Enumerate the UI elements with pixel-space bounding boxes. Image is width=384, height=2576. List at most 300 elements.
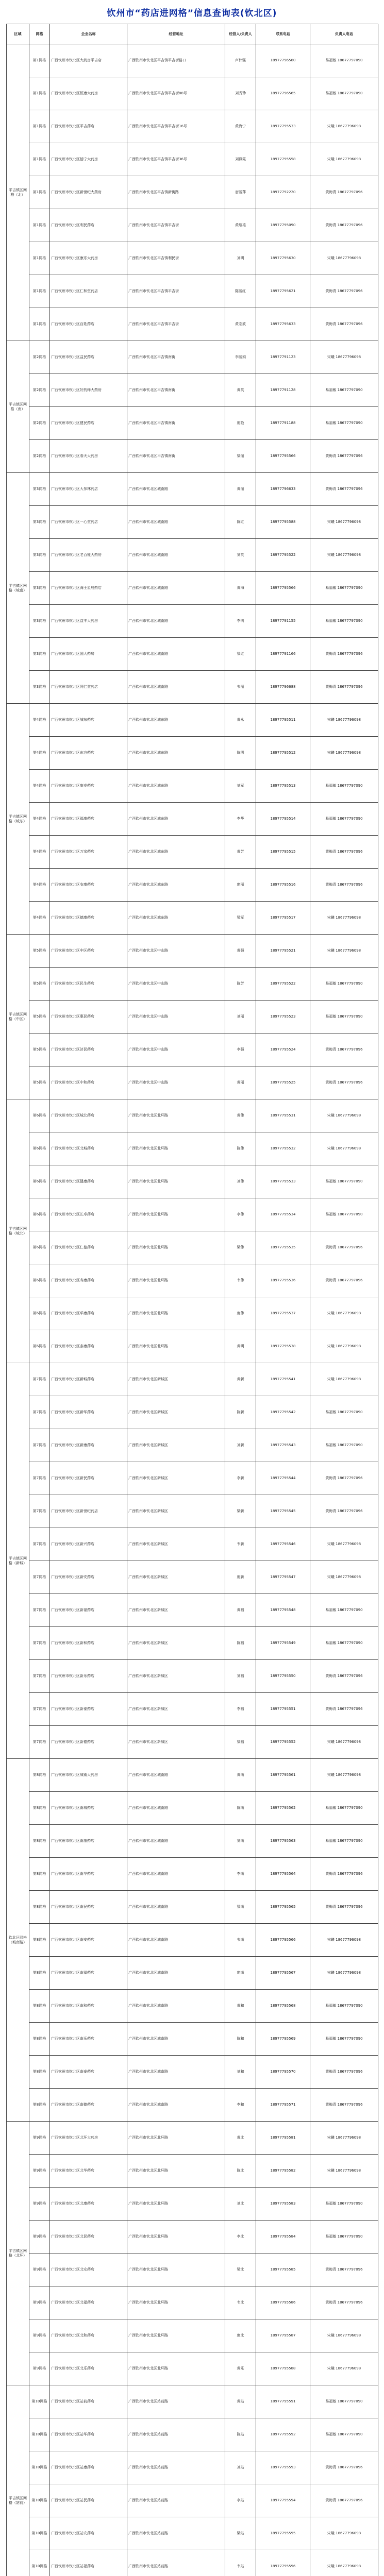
phone-cell: 18977795523	[256, 1001, 310, 1033]
person-cell: 梁新	[225, 1495, 256, 1528]
area-cell: 平吉镇区网格（城东）	[7, 704, 29, 935]
person-cell: 庞新	[225, 1561, 256, 1594]
table-row	[7, 1165, 378, 1198]
table-row	[7, 2451, 378, 2484]
table-row	[7, 143, 378, 176]
table-row	[7, 1693, 378, 1726]
company-name-cell: 广西钦州市钦北区国大药房	[50, 638, 127, 671]
company-name-cell: 广西钦州市钦北区东方药店	[50, 737, 127, 770]
table-row	[7, 1066, 378, 1099]
column-header-person: 经营人/负责人	[225, 24, 256, 44]
person-cell: 梁福	[225, 1726, 256, 1759]
table-row	[7, 1099, 378, 1132]
phone-cell: 18977795591	[256, 2385, 310, 2418]
address-cell: 广西钦州市钦北区新城区	[127, 1561, 225, 1594]
manager-phone-cell: 宋曦 18677796098	[310, 1330, 378, 1363]
manager-phone-cell: 宋曦 18677796098	[310, 143, 378, 176]
phone-cell: 18977795571	[256, 2089, 310, 2122]
address-cell: 广西钦州市钦北区北环路	[127, 2221, 225, 2253]
table-row	[7, 1957, 378, 1990]
company-name-cell: 广西钦州市钦北区北安药店	[50, 2253, 127, 2286]
phone-cell: 18977791155	[256, 605, 310, 638]
person-cell: 黄明	[225, 1330, 256, 1363]
grid-cell: 第1网格	[29, 44, 50, 77]
manager-phone-cell: 黄梅青 18677797096	[310, 2451, 378, 2484]
table-row	[7, 1396, 378, 1429]
grid-cell: 第1网格	[29, 275, 50, 308]
phone-cell: 18977795531	[256, 1099, 310, 1132]
address-cell: 广西钦州市钦北区北环路	[127, 1264, 225, 1297]
table-row	[7, 770, 378, 803]
grid-cell: 第10网格	[29, 2385, 50, 2418]
table-row	[7, 2286, 378, 2319]
company-name-cell: 广西钦州市钦北区德宁大药房	[50, 143, 127, 176]
manager-phone-cell: 易福敏 18677797090	[310, 1627, 378, 1660]
table-row	[7, 341, 378, 374]
person-cell: 刘军	[225, 770, 256, 803]
phone-cell: 18977795596	[256, 2550, 310, 2576]
phone-cell: 18977795513	[256, 770, 310, 803]
table-row	[7, 704, 378, 737]
table-row	[7, 2056, 378, 2089]
table-row	[7, 2319, 378, 2352]
company-name-cell: 广西钦州市钦北区新乐药店	[50, 1660, 127, 1693]
phone-cell: 18977795567	[256, 1957, 310, 1990]
person-cell: 黄乐	[225, 2352, 256, 2385]
grid-cell: 第5网格	[29, 1066, 50, 1099]
grid-cell: 第5网格	[29, 968, 50, 1001]
grid-cell: 第4网格	[29, 803, 50, 836]
person-cell: 刘北	[225, 2188, 256, 2221]
person-cell: 韦伟	[225, 1264, 256, 1297]
manager-phone-cell: 易福敏 18677797090	[310, 2188, 378, 2221]
person-cell: 韦新	[225, 1528, 256, 1561]
person-cell: 李和	[225, 2089, 256, 2122]
phone-cell: 18977795551	[256, 1693, 310, 1726]
company-name-cell: 广西钦州市钦北区仁和堂药店	[50, 275, 127, 308]
table-row	[7, 605, 378, 638]
person-cell: 黄站	[225, 2385, 256, 2418]
person-cell: 刘和	[225, 2056, 256, 2089]
table-row	[7, 671, 378, 704]
phone-cell: 18977795566	[256, 572, 310, 605]
phone-cell: 18977795522	[256, 968, 310, 1001]
phone-cell: 18977795552	[256, 1726, 310, 1759]
address-cell: 广西钦州市钦北区新城区	[127, 1429, 225, 1462]
table-row	[7, 2155, 378, 2188]
table-row	[7, 1363, 378, 1396]
company-name-cell: 广西钦州市钦北区新泰药店	[50, 1693, 127, 1726]
table-row	[7, 869, 378, 902]
person-cell: 刘新	[225, 1429, 256, 1462]
manager-phone-cell: 黄梅青 18677797096	[310, 1660, 378, 1693]
grid-cell: 第8网格	[29, 2056, 50, 2089]
manager-phone-cell: 易福敏 18677797090	[310, 1001, 378, 1033]
manager-phone-cell: 黄梅青 18677797096	[310, 1858, 378, 1891]
person-cell: 梁站	[225, 2517, 256, 2550]
phone-cell: 18977795566	[256, 440, 310, 473]
person-cell: 陈和	[225, 2023, 256, 2056]
phone-cell: 18977795547	[256, 1561, 310, 1594]
column-header-grid: 网格	[29, 24, 50, 44]
address-cell: 广西钦州市钦北区平吉镇南街	[127, 341, 225, 374]
company-name-cell: 广西钦州市钦北区南福药店	[50, 1957, 127, 1990]
address-cell: 广西钦州市钦北区新城区	[127, 1594, 225, 1627]
phone-cell: 18977795570	[256, 2056, 310, 2089]
address-cell: 广西钦州市钦北区北环路	[127, 2155, 225, 2188]
area-cell: 钦北区网格（城南路）	[7, 1759, 29, 2122]
table-row	[7, 1759, 378, 1792]
column-header-manager-phone: 负责人电话	[310, 24, 378, 44]
person-cell: 黄新	[225, 1363, 256, 1396]
table-row	[7, 1297, 378, 1330]
grid-cell: 第3网格	[29, 473, 50, 506]
address-cell: 广西钦州市钦北区站前路	[127, 2484, 225, 2517]
address-cell: 广西钦州市钦北区城南路	[127, 1891, 225, 1924]
manager-phone-cell: 宋曦 18677796098	[310, 2352, 378, 2385]
company-name-cell: 广西钦州市钦北区站康药店	[50, 2451, 127, 2484]
grid-cell: 第9网格	[29, 2319, 50, 2352]
phone-cell: 18977795537	[256, 1297, 310, 1330]
company-name-cell: 广西钦州市钦北区民生药店	[50, 968, 127, 1001]
address-cell: 广西钦州市钦北区城东路	[127, 803, 225, 836]
column-header-address: 经营地址	[127, 24, 225, 44]
phone-cell: 18977795516	[256, 869, 310, 902]
company-name-cell: 广西钦州市钦北区新世纪大药房	[50, 176, 127, 209]
table-row	[7, 968, 378, 1001]
manager-phone-cell: 黄梅青 18677797096	[310, 869, 378, 902]
company-name-cell: 广西钦州市钦北区海王星辰药店	[50, 572, 127, 605]
manager-phone-cell: 宋曦 18677796098	[310, 1561, 378, 1594]
company-name-cell: 广西钦州市钦北区万家药店	[50, 836, 127, 869]
phone-cell: 18977795592	[256, 2418, 310, 2451]
address-cell: 广西钦州市钦北区平吉镇南街	[127, 374, 225, 407]
person-cell: 唐丽萍	[225, 176, 256, 209]
company-name-cell: 广西钦州市钦北区中区药店	[50, 935, 127, 968]
table-row	[7, 2550, 378, 2576]
table-row	[7, 2253, 378, 2286]
table-row	[7, 407, 378, 440]
phone-cell: 18977795538	[256, 1330, 310, 1363]
manager-phone-cell: 易福敏 18677797090	[310, 2385, 378, 2418]
address-cell: 广西钦州市钦北区城南路	[127, 1759, 225, 1792]
grid-cell: 第3网格	[29, 506, 50, 539]
address-cell: 广西钦州市钦北区平吉镇平吉街36号	[127, 143, 225, 176]
area-cell: 平吉镇区网格（城北）	[7, 1099, 29, 1363]
area-cell: 平吉镇区网格（北）	[7, 44, 29, 341]
table-row	[7, 1594, 378, 1627]
person-cell: 梁北	[225, 2253, 256, 2286]
phone-cell: 18977795581	[256, 2122, 310, 2155]
company-name-cell: 广西钦州市钦北区南华药店	[50, 1858, 127, 1891]
table-row	[7, 1792, 378, 1825]
company-name-cell: 广西钦州市钦北区济民药店	[50, 1033, 127, 1066]
phone-cell: 18977795569	[256, 2023, 310, 2056]
manager-phone-cell: 易福敏 18677797090	[310, 803, 378, 836]
manager-phone-cell: 易福敏 18677797090	[310, 1594, 378, 1627]
person-cell: 陈新	[225, 1396, 256, 1429]
company-name-cell: 广西钦州市钦北区南和药店	[50, 1990, 127, 2023]
grid-cell: 第6网格	[29, 1264, 50, 1297]
address-cell: 广西钦州市钦北区北环路	[127, 2188, 225, 2221]
table-row	[7, 1561, 378, 1594]
table-row	[7, 1132, 378, 1165]
phone-cell: 18977795524	[256, 1033, 310, 1066]
table-row	[7, 2221, 378, 2253]
company-name-cell: 广西钦州市钦北区仁德药店	[50, 1231, 127, 1264]
person-cell: 梁丽	[225, 440, 256, 473]
phone-cell: 18977795541	[256, 1363, 310, 1396]
address-cell: 广西钦州市钦北区北环路	[127, 2253, 225, 2286]
manager-phone-cell: 宋曦 18677796098	[310, 341, 378, 374]
phone-cell: 18977795584	[256, 2221, 310, 2253]
page-title: 钦州市“药店进网格”信息查询表(钦北区)	[107, 8, 277, 19]
phone-cell: 18977795582	[256, 2155, 310, 2188]
address-cell: 广西钦州市钦北区城东路	[127, 902, 225, 935]
person-cell: 庞北	[225, 2319, 256, 2352]
address-cell: 广西钦州市钦北区北环路	[127, 1132, 225, 1165]
manager-phone-cell: 宋曦 18677796098	[310, 2319, 378, 2352]
person-cell: 刘伟	[225, 1165, 256, 1198]
company-name-cell: 广西钦州市钦北区南康药店	[50, 1825, 127, 1858]
table-row	[7, 44, 378, 77]
manager-phone-cell: 宋曦 18677796098	[310, 2122, 378, 2155]
table-header-row	[7, 24, 378, 44]
company-name-cell: 广西钦州市钦北区新城药店	[50, 1363, 127, 1396]
company-name-cell: 广西钦州市钦北区南民药店	[50, 1891, 127, 1924]
address-cell: 广西钦州市钦北区北环路	[127, 2319, 225, 2352]
person-cell: 黄宏波	[225, 308, 256, 341]
phone-cell: 18977796565	[256, 77, 310, 110]
manager-phone-cell: 易福敏 18677797090	[310, 968, 378, 1001]
grid-cell: 第2网格	[29, 341, 50, 374]
column-header-area: 区域	[7, 24, 29, 44]
address-cell: 广西钦州市钦北区城南路	[127, 671, 225, 704]
address-cell: 广西钦州市钦北区平吉镇南街	[127, 407, 225, 440]
table-row	[7, 1825, 378, 1858]
phone-cell: 18977795521	[256, 935, 310, 968]
manager-phone-cell: 易福敏 18677797090	[310, 1429, 378, 1462]
company-name-cell: 广西钦州市钦北区泰康药店	[50, 1330, 127, 1363]
person-cell: 黄和	[225, 1990, 256, 2023]
address-cell: 广西钦州市钦北区平吉镇新街路	[127, 176, 225, 209]
grid-cell: 第3网格	[29, 572, 50, 605]
manager-phone-cell: 易福敏 18677797090	[310, 1396, 378, 1429]
manager-phone-cell: 黄梅青 18677797096	[310, 1231, 378, 1264]
address-cell: 广西钦州市钦北区城东路	[127, 770, 225, 803]
person-cell: 梁伟	[225, 1231, 256, 1264]
person-cell: 刘南	[225, 1825, 256, 1858]
table-row	[7, 506, 378, 539]
grid-cell: 第2网格	[29, 407, 50, 440]
table-row	[7, 1330, 378, 1363]
grid-cell: 第10网格	[29, 2451, 50, 2484]
grid-cell: 第7网格	[29, 1495, 50, 1528]
person-cell: 黄芳	[225, 836, 256, 869]
person-cell: 黄继雄	[225, 209, 256, 242]
address-cell: 广西钦州市钦北区站前路	[127, 2385, 225, 2418]
company-name-cell: 广西钦州市钦北区南泰药店	[50, 2056, 127, 2089]
table-row	[7, 1231, 378, 1264]
phone-cell: 18977795511	[256, 704, 310, 737]
manager-phone-cell: 黄梅青 18677797096	[310, 2484, 378, 2517]
table-row	[7, 2089, 378, 2122]
person-cell: 梁军	[225, 902, 256, 935]
address-cell: 广西钦州市钦北区平吉镇平吉街	[127, 308, 225, 341]
company-name-cell: 广西钦州市钦北区恒康大药房	[50, 77, 127, 110]
person-cell: 李站	[225, 2484, 256, 2517]
manager-phone-cell: 宋曦 18677796098	[310, 1099, 378, 1132]
grid-cell: 第9网格	[29, 2188, 50, 2221]
grid-cell: 第7网格	[29, 1396, 50, 1429]
company-name-cell: 广西钦州市钦北区北和药店	[50, 2319, 127, 2352]
table-row	[7, 1198, 378, 1231]
grid-cell: 第9网格	[29, 2253, 50, 2286]
phone-cell: 18977795630	[256, 242, 310, 275]
manager-phone-cell: 易福敏 18677797090	[310, 1165, 378, 1198]
grid-cell: 第1网格	[29, 242, 50, 275]
phone-cell: 18977795548	[256, 1594, 310, 1627]
table-row	[7, 1429, 378, 1462]
company-name-cell: 广西钦州市钦北区利民药店	[50, 209, 127, 242]
company-name-cell: 广西钦州市钦北区德康药店	[50, 902, 127, 935]
grid-cell: 第5网格	[29, 935, 50, 968]
person-cell: 陈南	[225, 1792, 256, 1825]
manager-phone-cell: 宋曦 18677796098	[310, 704, 378, 737]
address-cell: 广西钦州市钦北区新城区	[127, 1528, 225, 1561]
grid-cell: 第3网格	[29, 671, 50, 704]
phone-cell: 18977795563	[256, 1825, 310, 1858]
address-cell: 广西钦州市钦北区中山路	[127, 968, 225, 1001]
address-cell: 广西钦州市钦北区城南路	[127, 506, 225, 539]
grid-cell: 第10网格	[29, 2550, 50, 2576]
company-name-cell: 广西钦州市钦北区北城药店	[50, 1132, 127, 1165]
manager-phone-cell: 黄梅青 18677797096	[310, 176, 378, 209]
grid-cell: 第7网格	[29, 1594, 50, 1627]
table-body	[7, 44, 378, 2576]
person-cell: 梁南	[225, 1891, 256, 1924]
grid-cell: 第5网格	[29, 1001, 50, 1033]
table-row	[7, 176, 378, 209]
table-row	[7, 1528, 378, 1561]
person-cell: 李福	[225, 1693, 256, 1726]
grid-cell: 第6网格	[29, 1231, 50, 1264]
manager-phone-cell: 宋曦 18677796098	[310, 1528, 378, 1561]
person-cell: 卢伟强	[225, 44, 256, 77]
person-cell: 刘丽	[225, 1001, 256, 1033]
person-cell: 黄丽	[225, 473, 256, 506]
phone-cell: 18977795565	[256, 1891, 310, 1924]
grid-cell: 第7网格	[29, 1462, 50, 1495]
grid-cell: 第1网格	[29, 77, 50, 110]
manager-phone-cell: 黄梅青 18677797096	[310, 671, 378, 704]
phone-cell: 18977795583	[256, 2188, 310, 2221]
grid-cell: 第5网格	[29, 1033, 50, 1066]
table-row	[7, 935, 378, 968]
manager-phone-cell: 黄梅青 18677797096	[310, 1891, 378, 1924]
grid-cell: 第6网格	[29, 1297, 50, 1330]
phone-cell: 18977791166	[256, 638, 310, 671]
person-cell: 刘秀珍	[225, 77, 256, 110]
address-cell: 广西钦州市钦北区城南路	[127, 605, 225, 638]
company-name-cell: 广西钦州市钦北区北福药店	[50, 2286, 127, 2319]
address-cell: 广西钦州市钦北区城南路	[127, 2056, 225, 2089]
area-cell: 平吉镇区网格（北环）	[7, 2122, 29, 2385]
area-cell: 平吉镇区网格（中区）	[7, 935, 29, 1099]
manager-phone-cell: 黄梅青 18677797096	[310, 209, 378, 242]
grid-cell: 第9网格	[29, 2352, 50, 2385]
manager-phone-cell: 黄梅青 18677797096	[310, 1264, 378, 1297]
grid-cell: 第6网格	[29, 1132, 50, 1165]
company-name-cell: 广西钦州市钦北区康寿药店	[50, 770, 127, 803]
table-row	[7, 374, 378, 407]
grid-cell: 第3网格	[29, 539, 50, 572]
manager-phone-cell: 宋曦 18677796098	[310, 506, 378, 539]
company-name-cell: 广西钦州市钦北区北华药店	[50, 2155, 127, 2188]
phone-cell: 18977795525	[256, 1066, 310, 1099]
column-header-name: 企业名称	[50, 24, 127, 44]
address-cell: 广西钦州市钦北区北环路	[127, 1099, 225, 1132]
address-cell: 广西钦州市钦北区平吉镇平吉街16号	[127, 110, 225, 143]
table-row	[7, 1495, 378, 1528]
address-cell: 广西钦州市钦北区新城区	[127, 1693, 225, 1726]
table-row	[7, 2385, 378, 2418]
address-cell: 广西钦州市钦北区北环路	[127, 1330, 225, 1363]
company-name-cell: 广西钦州市钦北区站安药店	[50, 2517, 127, 2550]
phone-cell: 18977795585	[256, 2253, 310, 2286]
company-name-cell: 广西钦州市钦北区益丰大药房	[50, 605, 127, 638]
manager-phone-cell: 易福敏 18677797090	[310, 374, 378, 407]
grid-cell: 第1网格	[29, 176, 50, 209]
address-cell: 广西钦州市钦北区中山路	[127, 1066, 225, 1099]
manager-phone-cell: 易福敏 18677797090	[310, 2221, 378, 2253]
person-cell: 庞伟	[225, 1297, 256, 1330]
grid-cell: 第7网格	[29, 1429, 50, 1462]
address-cell: 广西钦州市钦北区平吉镇平吉街	[127, 275, 225, 308]
address-cell: 广西钦州市钦北区北环路	[127, 1297, 225, 1330]
company-name-cell: 广西钦州市钦北区北乐药店	[50, 2352, 127, 2385]
manager-phone-cell: 黄梅青 18677797096	[310, 440, 378, 473]
column-header-phone: 联系电话	[256, 24, 310, 44]
person-cell: 黄丽	[225, 1066, 256, 1099]
table-row	[7, 2484, 378, 2517]
table-row	[7, 2352, 378, 2385]
company-name-cell: 广西钦州市钦北区新兴药店	[50, 1528, 127, 1561]
grid-cell: 第7网格	[29, 1693, 50, 1726]
grid-cell: 第8网格	[29, 1990, 50, 2023]
table-row	[7, 2418, 378, 2451]
address-cell: 广西钦州市钦北区北环路	[127, 1231, 225, 1264]
company-name-cell: 广西钦州市钦北区站华药店	[50, 2418, 127, 2451]
company-name-cell: 广西钦州市钦北区新华药店	[50, 1396, 127, 1429]
phone-cell: 18977795534	[256, 1198, 310, 1231]
manager-phone-cell: 黄梅青 18677797096	[310, 1693, 378, 1726]
phone-cell: 18977795532	[256, 1132, 310, 1165]
phone-cell: 18977795568	[256, 1990, 310, 2023]
table-row	[7, 1990, 378, 2023]
manager-phone-cell: 易福敏 18677797090	[310, 2023, 378, 2056]
company-name-cell: 广西钦州市钦北区大药房平吉店	[50, 44, 127, 77]
phone-cell: 18977792220	[256, 176, 310, 209]
table-row	[7, 308, 378, 341]
phone-cell: 18977795542	[256, 1396, 310, 1429]
grid-cell: 第8网格	[29, 1825, 50, 1858]
person-cell: 刘站	[225, 2451, 256, 2484]
address-cell: 广西钦州市钦北区新城区	[127, 1726, 225, 1759]
person-cell: 李明	[225, 605, 256, 638]
phone-cell: 18977795588	[256, 506, 310, 539]
company-name-cell: 广西钦州市钦北区中和药店	[50, 1066, 127, 1099]
